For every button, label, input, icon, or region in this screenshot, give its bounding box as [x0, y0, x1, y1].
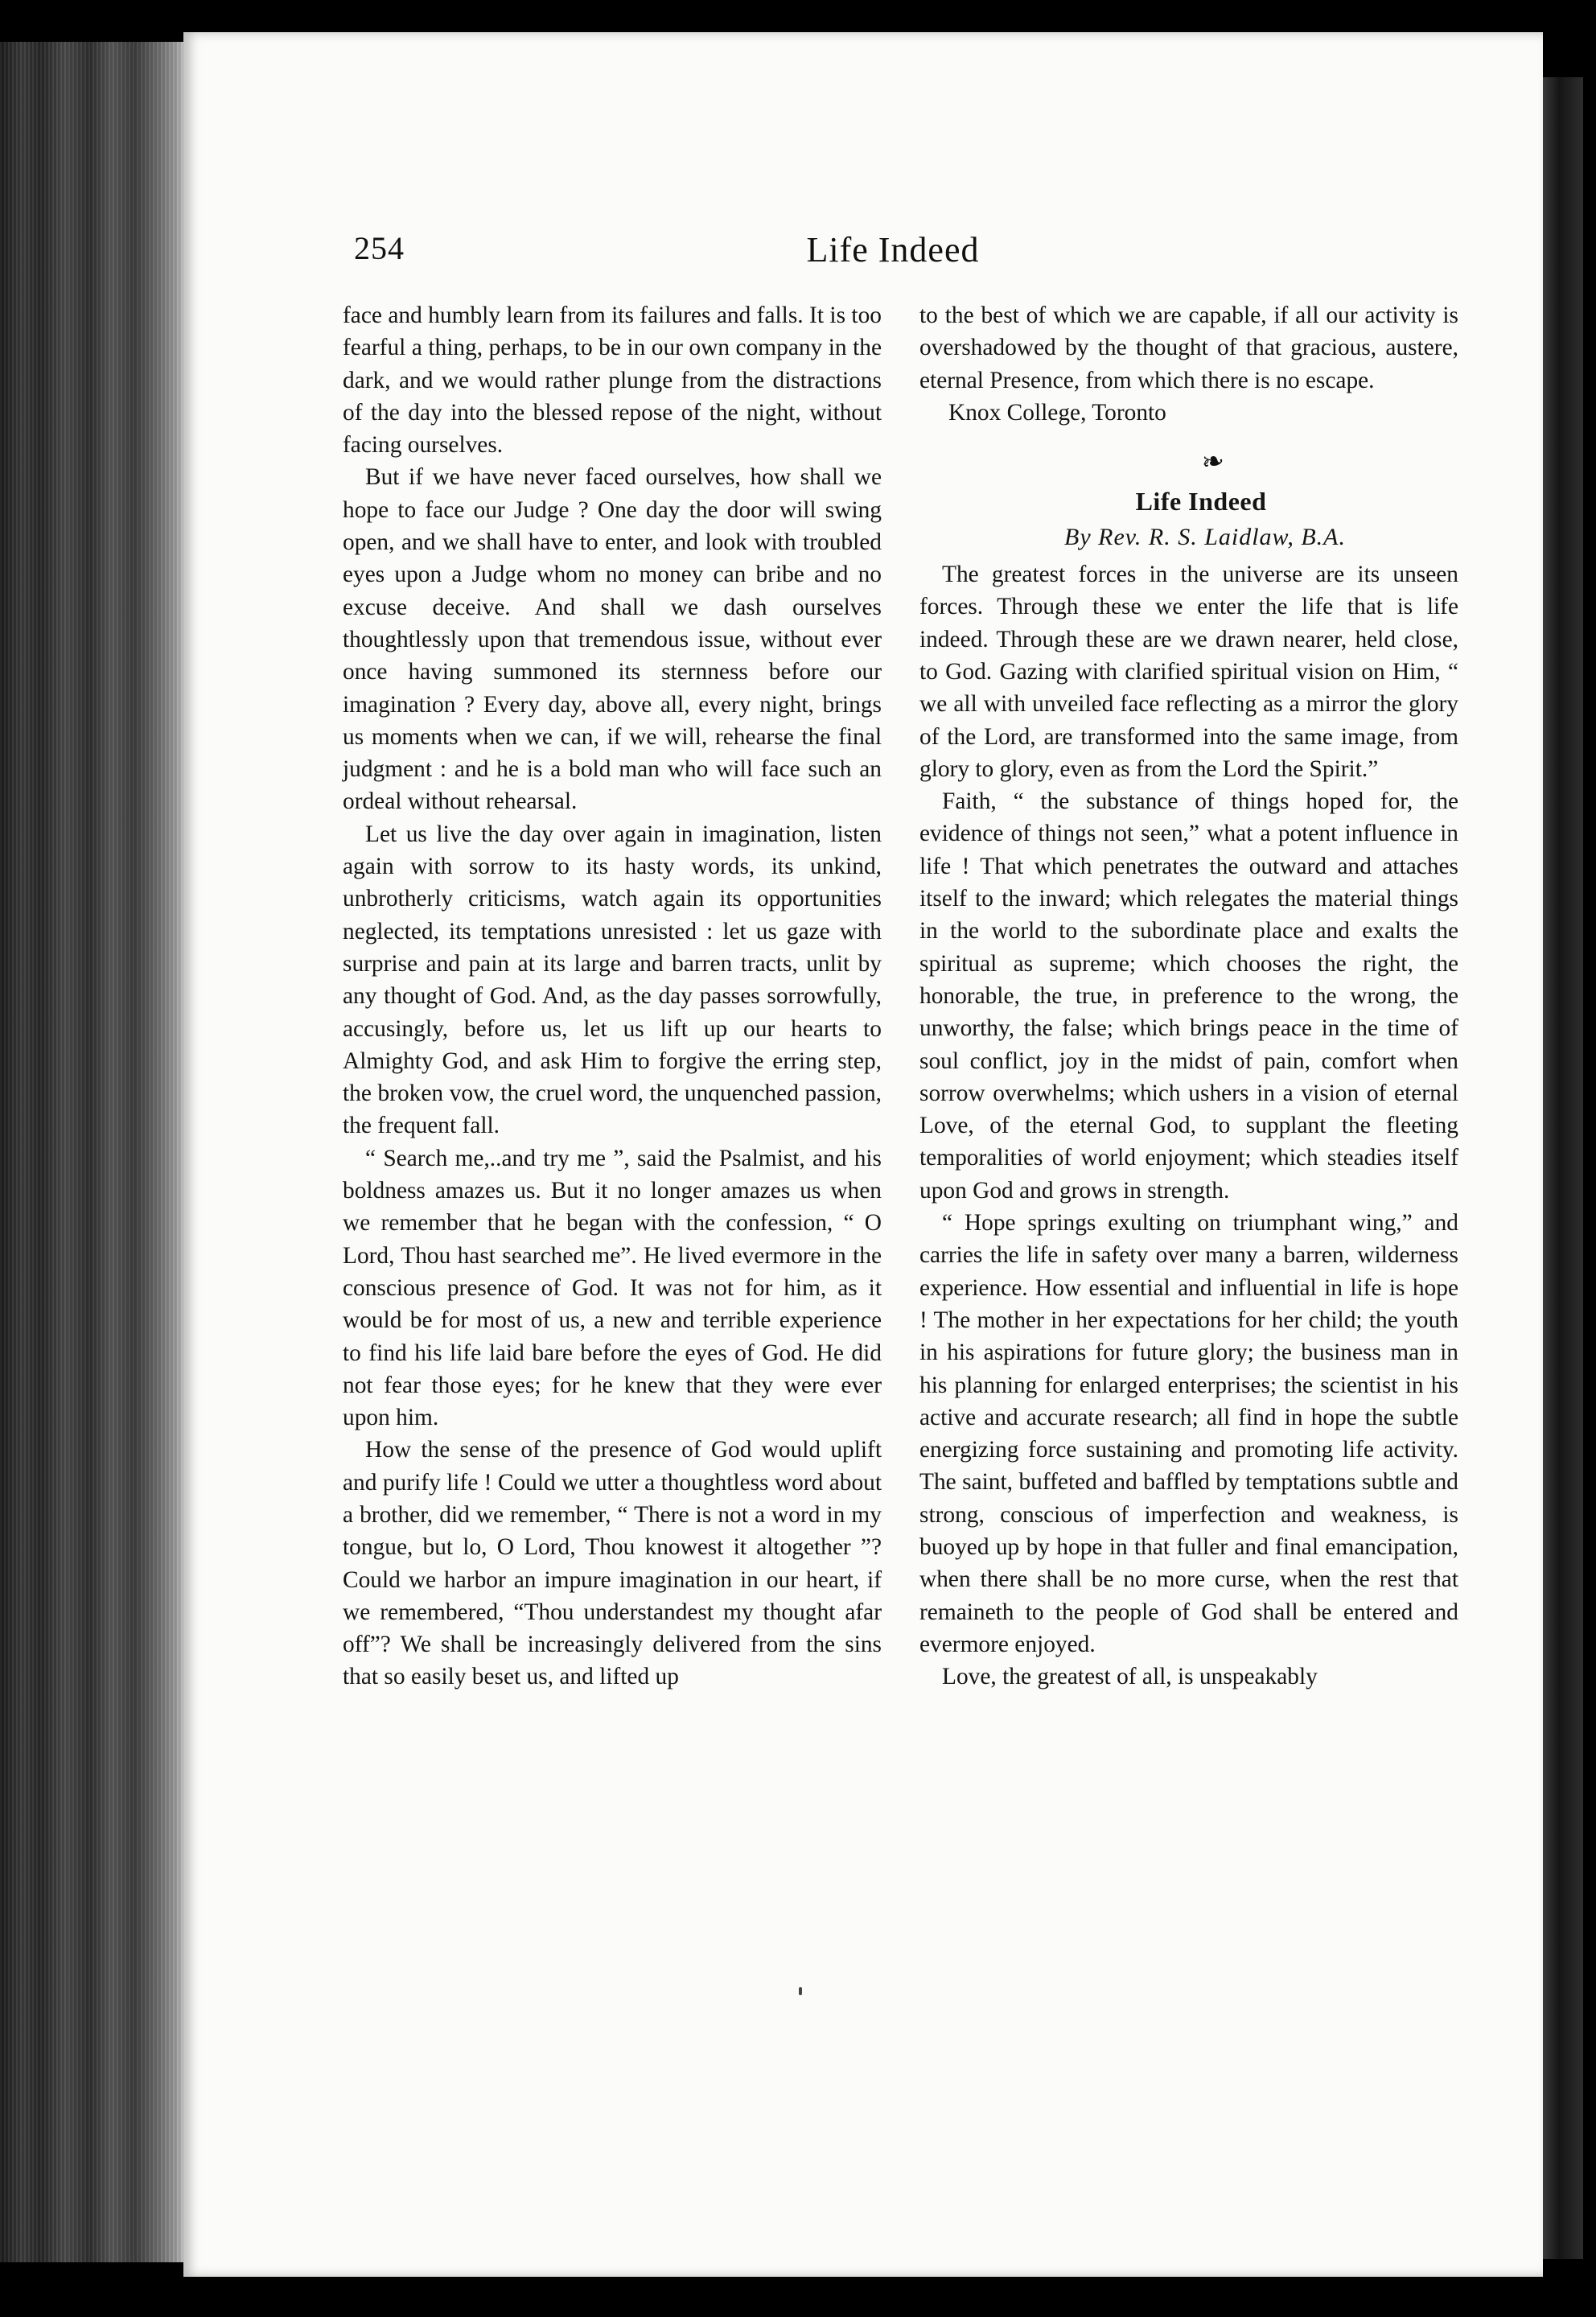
article-title: Life Indeed — [1135, 487, 1267, 516]
paragraph: “ Hope springs exulting on triumphant wing,” and carries the life in safety over many a barren, wilderness experience. How essential and influential in life is hope ! The mother in her expectations for her child; the youth in his aspirations for future glory; the business man in his planning for enlarged enterprises; the scientist in his active and accurate research; all find in hope the subtle energizing force sustaining and promoting life activity. The saint, buffeted and baffled by temptations subtle and strong, conscious of imperfection and weakness, is buoyed up by hope in that fuller and final emancipation, when there shall be no more curse, when the rest that remaineth to the people of God shall be entered and evermore enjoyed. — [919, 1210, 1458, 1657]
paragraph: face and humbly learn from its failures and falls. It is too fearful a thing, perhaps, to be in our own company in the dark, and we would rather plunge from the distractions of the day into the blessed repose of the night, without facing ourselves. — [343, 302, 882, 459]
paragraph: Let us live the day over again in imagination, listen again with sorrow to its hasty words, its unkind, unbrotherly criticisms, watch again its opportunities neglected, its temptations unresisted : let us gaze with surprise and pain at its large and barren tracts, unlit by any thought of God. And, as the day passes sorrowfully, accusingly, before us, let us lift up our hearts to Almighty God, and ask Him to forgive the erring step, the broken vow, the cruel word, the unquenched passion, the frequent fall. — [343, 821, 882, 1139]
paragraph: How the sense of the presence of God would uplift and purify life ! Could we utter a thoughtless word about a brother, did we remember, “ There is not a word in my tongue, but lo, O Lord, Thou knowest it altogether ”? Could we harbor an impure imagination in our heart, if we remembered, “Thou understandest my thought afar off”? We shall be increasingly delivered from the sins that so easily beset us, and lifted up — [343, 1437, 882, 1690]
scan-speck — [799, 1987, 802, 1995]
byline: By Rev. R. S. Laidlaw, B.A. — [1064, 523, 1346, 550]
book-cover-edge — [1543, 77, 1583, 2259]
right-column — [919, 299, 1458, 1693]
page-header — [354, 229, 1368, 278]
paragraph: Faith, “ the substance of things hoped for, the evidence of things not seen,” what a potent influence in life ! That which penetrates the outward and attaches itself to the inward; which relegates the material things in the world to the subordinate place and exalts the spiritual as supreme; which chooses the right, the honorable, the true, in preference to the wrong, the unworthy, the false; which brings peace in the time of soul conflict, joy in the midst of pain, comfort when sorrow overwhelms; which ushers in a vision of eternal Love, of the eternal God, to supplant the fleeting temporalities of world enjoyment; which steadies itself upon God and grows in strength. — [919, 788, 1458, 1204]
paragraph: to the best of which we are capable, if all our activity is overshadowed by the thought of that gracious, austere, eternal Presence, from which there is no escape. — [919, 302, 1458, 393]
paragraph: But if we have never faced ourselves, how shall we hope to face our Judge ? One day the door will swing open, and we shall have to enter, and look with troubled eyes upon a Judge whom no money can bribe and no excuse deceive. And shall we dash ourselves thoughtlessly upon that tremendous issue, without ever once having summoned its sternness before our imagination ? Every day, above all, every night, brings us moments when we can, if we will, rehearse the final judgment : and he is a bold man who will face such an ordeal without rehearsal. — [343, 464, 882, 815]
paragraph: “ Search me,..and try me ”, said the Psalmist, and his boldness amazes us. But it no longer amazes us when we remember that he began with the confession, “ O Lord, Thou hast searched me”. He lived evermore in the conscious presence of God. It was not for him, as it would be for most of us, a new and terrible experience to find his life laid bare before the eyes of God. He did not fear those eyes; for he knew that they were ever upon him. — [343, 1145, 882, 1431]
page-edge-texture — [0, 42, 187, 2262]
paragraph: Love, the greatest of all, is unspeakably — [942, 1664, 1318, 1690]
sign-off: Knox College, Toronto — [948, 399, 1166, 426]
page-number: 254 — [354, 230, 405, 266]
left-column — [343, 299, 882, 1694]
running-head: Life Indeed — [806, 230, 980, 270]
ornament-icon: ❧ — [1199, 446, 1227, 479]
paragraph: The greatest forces in the universe are its unseen forces. Through these we enter the life that is life indeed. Through these are we drawn nearer, held close, to God. Gazing with clarified spiritual vision on Him, “ we all with unveiled face reflecting as a mirror the glory of the Lord, are transformed into the same image, from glory to glory, even as from the Lord the Spirit.” — [919, 562, 1458, 782]
